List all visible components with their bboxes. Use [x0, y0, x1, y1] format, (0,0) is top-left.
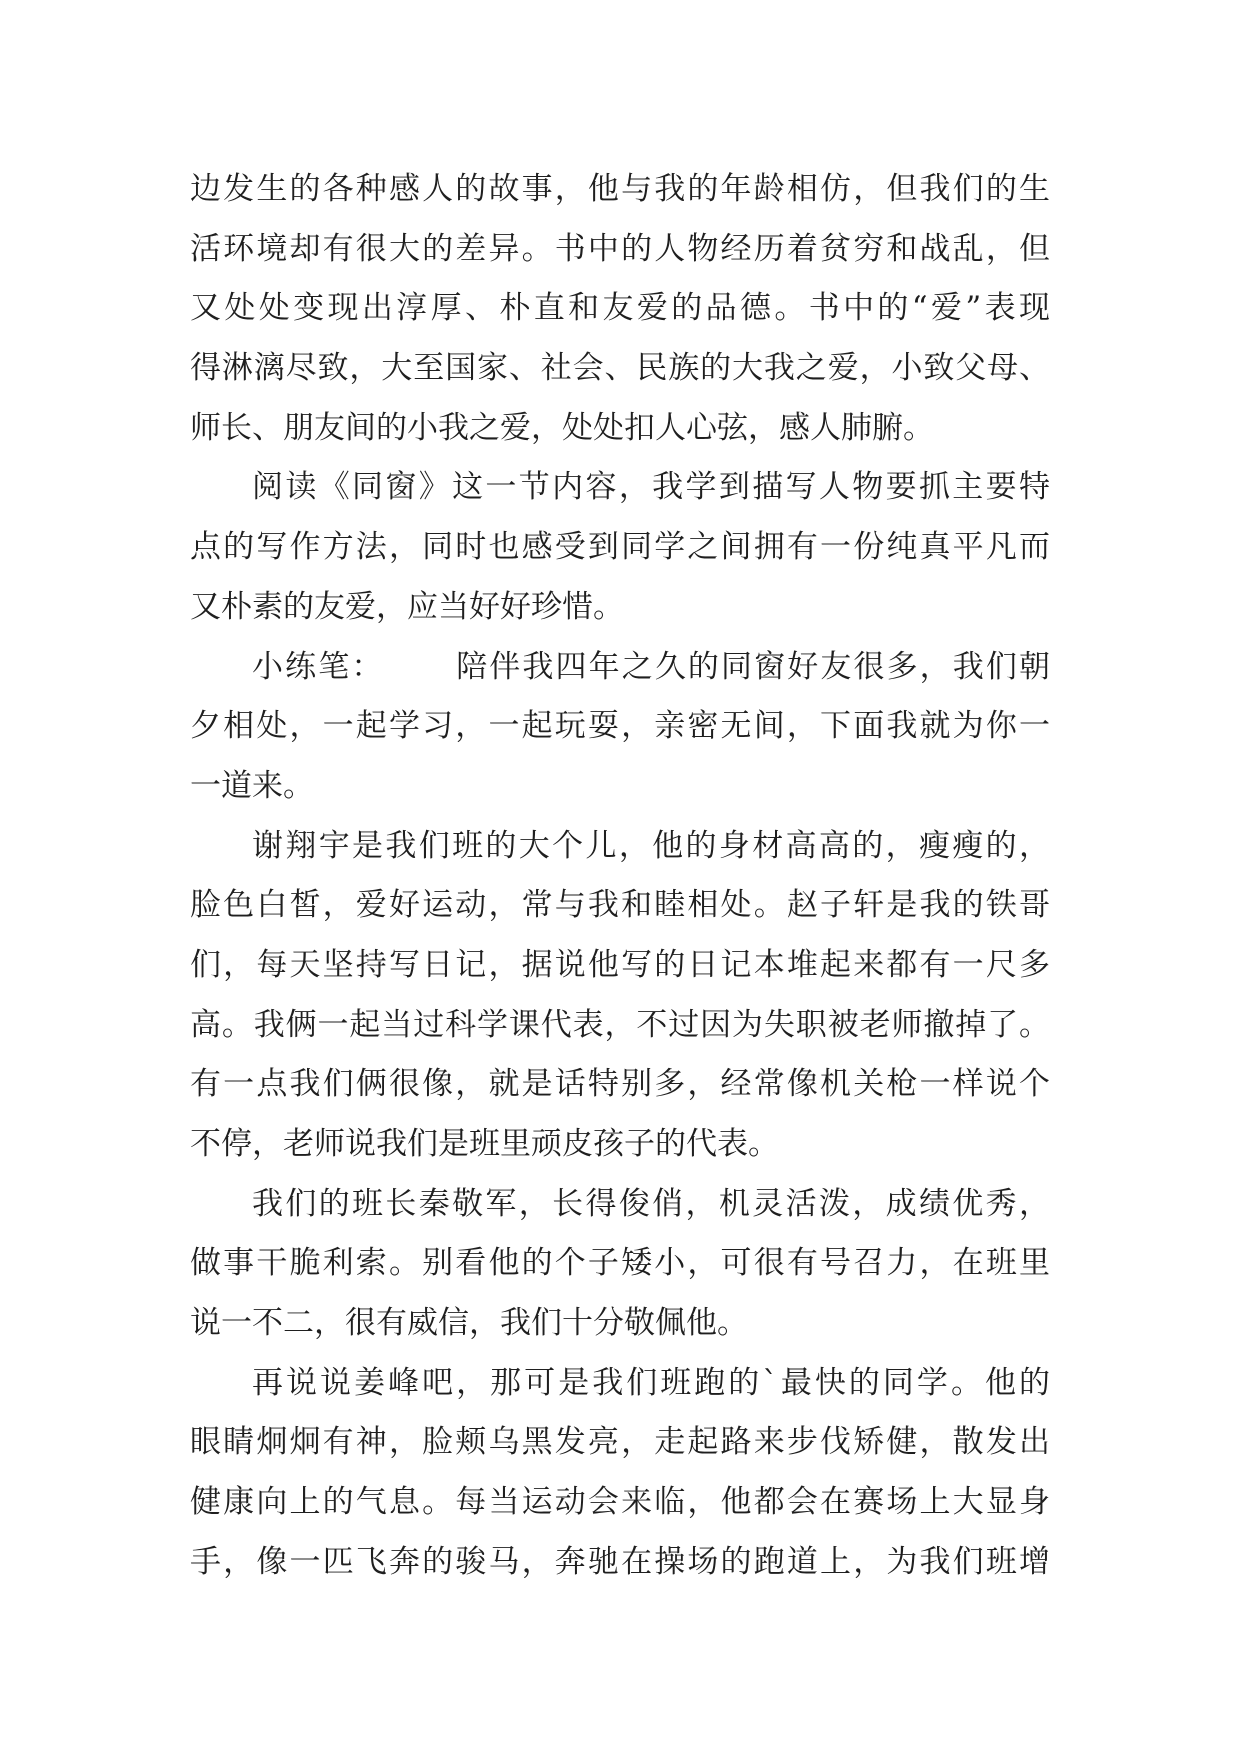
text-line: 们，每天坚持写日记，据说他写的日记本堆起来都有一尺多 — [190, 946, 1050, 983]
text-line: 再说说姜峰吧，那可是我们班跑的`最快的同学。他的 — [252, 1364, 1050, 1401]
text-line: 眼睛炯炯有神，脸颊乌黑发亮，走起路来步伐矫健，散发出 — [190, 1424, 1050, 1461]
text-line: 点的写作方法，同时也感受到同学之间拥有一份纯真平凡而 — [190, 529, 1050, 566]
text-line: 高。我俩一起当过科学课代表，不过因为失职被老师撤掉了。 — [190, 1006, 1050, 1043]
text-line: 说一不二，很有威信，我们十分敬佩他。 — [190, 1305, 748, 1342]
text-line: 脸色白皙，爱好运动，常与我和睦相处。赵子轩是我的铁哥 — [190, 887, 1050, 924]
text-line: 边发生的各种感人的故事，他与我的年龄相仿，但我们的生 — [190, 171, 1050, 207]
text-line: 夕相处，一起学习，一起玩耍，亲密无间，下面我就为你一 — [190, 708, 1050, 745]
text-line: 师长、朋友间的小我之爱，处处扣人心弦，感人肺腑。 — [190, 409, 934, 446]
text-line: 得淋漓尽致，大至国家、社会、民族的大我之爱，小致父母、 — [190, 350, 1050, 387]
text-line: 活环境却有很大的差异。书中的人物经历着贫穷和战乱，但 — [190, 230, 1050, 267]
text-line: 谢翔宇是我们班的大个儿，他的身材高高的，瘦瘦的， — [252, 827, 1050, 864]
text-line: 手，像一匹飞奔的骏马，奔驰在操场的跑道上，为我们班增 — [190, 1543, 1050, 1580]
text-line: 又朴素的友爱，应当好好珍惜。 — [190, 588, 624, 625]
text-line: 有一点我们俩很像，就是话特别多，经常像机关枪一样说个 — [190, 1066, 1050, 1103]
text-line: 一道来。 — [190, 767, 314, 804]
text-line: 小练笔： 陪伴我四年之久的同窗好友很多，我们朝 — [252, 648, 1050, 685]
text-line: 做事干脆利索。别看他的个子矮小，可很有号召力，在班里 — [190, 1245, 1050, 1282]
text-line: 阅读《同窗》这一节内容，我学到描写人物要抓主要特 — [252, 469, 1050, 506]
text-line: 不停，老师说我们是班里顽皮孩子的代表。 — [190, 1126, 779, 1162]
text-line: 健康向上的气息。每当运动会来临，他都会在赛场上大显身 — [190, 1484, 1050, 1521]
body-text — [190, 160, 1050, 1593]
text-line: 又处处变现出淳厚、朴直和友爱的品德。书中的“爱”表现 — [190, 290, 1050, 327]
text-line: 我们的班长秦敬军，长得俊俏，机灵活泼，成绩优秀， — [252, 1185, 1050, 1222]
